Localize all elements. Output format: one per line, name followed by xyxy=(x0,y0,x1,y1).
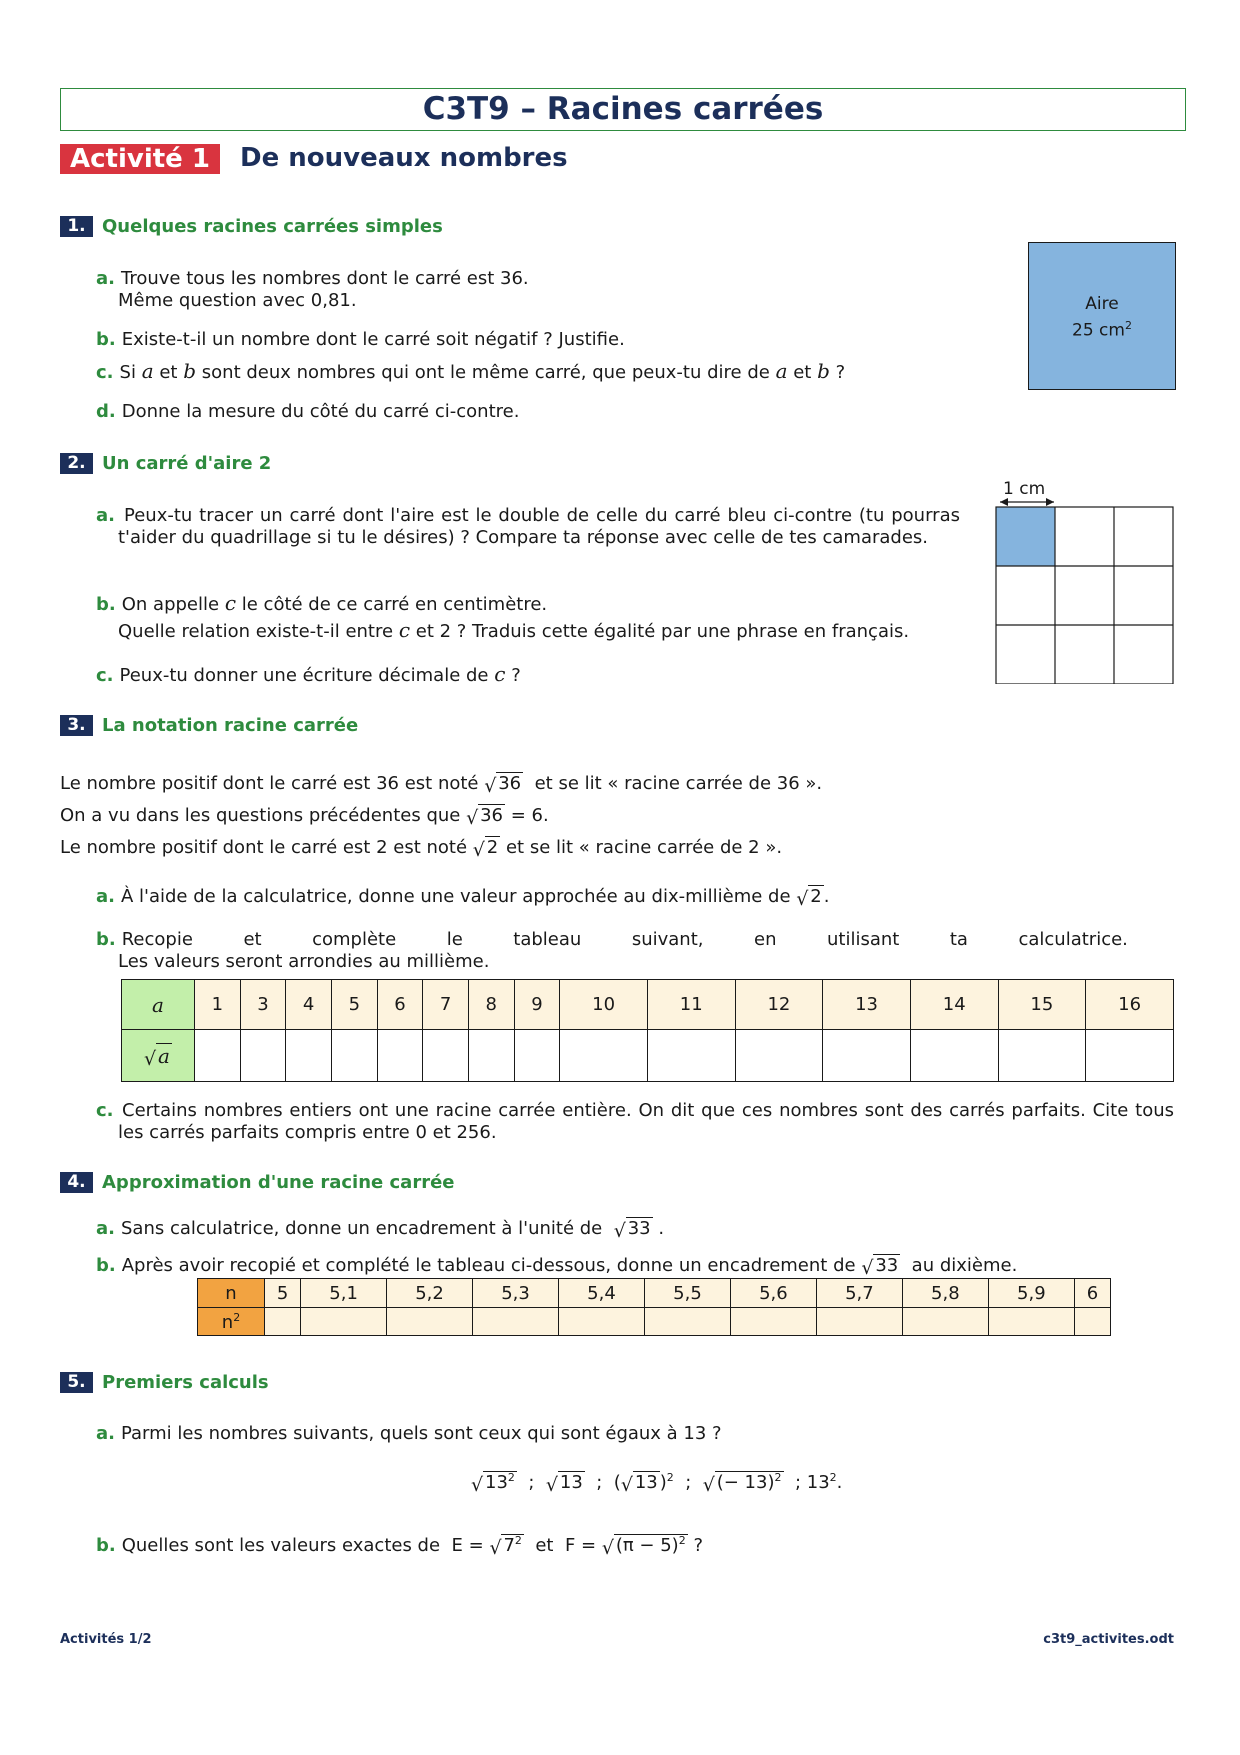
table-value-cell: 5,2 xyxy=(387,1279,473,1308)
question-4b: b. Après avoir recopié et complété le tableau ci-dessous, donne un encadrement de √ 33 au dixième. xyxy=(96,1255,1018,1279)
table-answer-cell[interactable] xyxy=(377,1030,423,1082)
section-3-title: La notation racine carrée xyxy=(102,715,359,736)
question-2b-line2: Quelle relation existe-t-il entre c et 2 ? Traduis cette égalité par une phrase en français. xyxy=(118,618,910,642)
table-value-cell: 5 xyxy=(265,1279,301,1308)
table-value-cell: 10 xyxy=(560,980,648,1030)
table-answer-cell[interactable] xyxy=(559,1308,645,1336)
notation-line-2: On a vu dans les questions précédentes que √ 36 = 6. xyxy=(60,805,549,829)
table-value-cell: 5,5 xyxy=(644,1279,730,1308)
question-3c: c. Certains nombres entiers ont une racine carrée entière. On dit que ces nombres sont des carrés parfaits. Cite tous les carrés parfaits compris entre 0 et 256. xyxy=(96,1100,1174,1143)
approx-table xyxy=(197,1278,1111,1336)
table-head-n: n xyxy=(198,1279,265,1308)
table-answer-cell[interactable] xyxy=(816,1308,902,1336)
notation-line-1: Le nombre positif dont le carré est 36 est noté √ 36 et se lit « racine carrée de 36 ». xyxy=(60,773,823,797)
question-label: a. xyxy=(96,268,115,289)
table-answer-cell[interactable] xyxy=(647,1030,735,1082)
table-value-cell: 16 xyxy=(1086,980,1174,1030)
table-value-cell: 5,3 xyxy=(473,1279,559,1308)
sqrt-36: √ 36 xyxy=(484,773,522,797)
blue-unit-square xyxy=(996,507,1055,566)
footer-filename: c3t9_activites.odt xyxy=(1043,1632,1174,1647)
table-answer-cell[interactable] xyxy=(910,1030,998,1082)
table-head-sqrt-a: √ a xyxy=(122,1030,195,1082)
question-3b-line1 xyxy=(122,929,1128,951)
table-answer-cell[interactable] xyxy=(473,1308,559,1336)
table-value-cell: 4 xyxy=(286,980,332,1030)
table-answer-cell[interactable] xyxy=(387,1308,473,1336)
table-answer-cell[interactable] xyxy=(998,1030,1086,1082)
question-2a-body: Peux-tu tracer un carré dont l'aire est le double de celle du carré bleu ci-contre (tu pourras t'aider du quadrillage si tu le désires) ? Compare ta réponse avec celle de tes camarades. xyxy=(118,505,960,548)
area-square-figure: Aire 25 $cm^2$ xyxy=(1028,242,1176,390)
question-5a: a. Parmi les nombres suivants, quels sont ceux qui sont égaux à 13 ? xyxy=(96,1423,722,1444)
table-value-cell: 14 xyxy=(910,980,998,1030)
arrow-head-right xyxy=(1046,498,1054,506)
sqrt-table xyxy=(121,979,1174,1082)
table-answer-cell[interactable] xyxy=(1086,1030,1174,1082)
question-2c: c. Peux-tu donner une écriture décimale de c ? xyxy=(96,662,521,686)
table-answer-cell[interactable] xyxy=(286,1030,332,1082)
question-1c: c. Si a et b sont deux nombres qui ont le même carré, que peux-tu dire de a et b ? xyxy=(96,359,846,383)
table-answer-cell[interactable] xyxy=(195,1030,241,1082)
table-value-cell: 5,8 xyxy=(902,1279,988,1308)
section-2-title: Un carré d'aire 2 xyxy=(102,453,272,474)
table-value-cell: 5,4 xyxy=(559,1279,645,1308)
question-4a: a. Sans calculatrice, donne un encadrement à l'unité de √ 33 . xyxy=(96,1218,665,1242)
word: et xyxy=(243,929,262,950)
table-answer-cell[interactable] xyxy=(902,1308,988,1336)
table-answer-cell[interactable] xyxy=(423,1030,469,1082)
word: en xyxy=(754,929,777,950)
activity-badge: Activité 1 xyxy=(60,144,220,174)
table-value-cell: 13 xyxy=(823,980,911,1030)
table-answer-cell[interactable] xyxy=(644,1308,730,1336)
question-3a: a. À l'aide de la calculatrice, donne une valeur approchée au dix-millième de √ 2 . xyxy=(96,886,830,910)
table-value-cell: 1 xyxy=(195,980,241,1030)
table-value-cell: 5,7 xyxy=(816,1279,902,1308)
table-value-cell: 8 xyxy=(468,980,514,1030)
table-answer-cell[interactable] xyxy=(735,1030,823,1082)
table-value-cell: 5,1 xyxy=(301,1279,387,1308)
section-4-number: 4. xyxy=(60,1172,93,1193)
table-head-a: a xyxy=(122,980,195,1030)
section-1-number: 1. xyxy=(60,216,93,237)
table-answer-cell[interactable] xyxy=(301,1308,387,1336)
table-value-cell: 11 xyxy=(647,980,735,1030)
table-value-cell: 5 xyxy=(331,980,377,1030)
section-4-title: Approximation d'une racine carrée xyxy=(102,1172,455,1193)
question-1b: b. Existe-t-il un nombre dont le carré soit négatif ? Justifie. xyxy=(96,329,625,350)
page-title: C3T9 – Racines carrées xyxy=(60,88,1186,131)
grid-figure xyxy=(995,494,1177,684)
word: complète xyxy=(312,929,397,950)
table-answer-cell[interactable] xyxy=(240,1030,286,1082)
table-answer-cell[interactable] xyxy=(331,1030,377,1082)
footer-page-label: Activités 1/2 xyxy=(60,1632,152,1647)
activity-title: De nouveaux nombres xyxy=(240,143,568,173)
word: utilisant xyxy=(827,929,900,950)
table-head-n2: $n^2$ xyxy=(198,1308,265,1336)
word: ta xyxy=(949,929,968,950)
table-value-cell: 5,6 xyxy=(730,1279,816,1308)
notation-line-3: Le nombre positif dont le carré est 2 est noté √ 2 et se lit « racine carrée de 2 ». xyxy=(60,837,783,861)
table-value-cell: 6 xyxy=(377,980,423,1030)
arrow-head-left xyxy=(1000,498,1008,506)
word: Recopie xyxy=(121,929,193,950)
question-5b: b. Quelles sont les valeurs exactes de E = √ $7^2$ et F = √ $(\pi - 5)^2$ ? xyxy=(96,1534,703,1559)
question-2a-text: a. xyxy=(96,505,115,526)
section-5-number: 5. xyxy=(60,1372,93,1393)
table-answer-cell[interactable] xyxy=(560,1030,648,1082)
table-value-cell: 15 xyxy=(998,980,1086,1030)
word: le xyxy=(446,929,463,950)
table-answer-cell[interactable] xyxy=(988,1308,1074,1336)
section-3-number: 3. xyxy=(60,715,93,736)
table-answer-cell[interactable] xyxy=(265,1308,301,1336)
table-value-cell: 12 xyxy=(735,980,823,1030)
table-answer-cell[interactable] xyxy=(1074,1308,1110,1336)
table-answer-cell[interactable] xyxy=(823,1030,911,1082)
question-3b: b. Recopie et complète le tableau suivant, en utilisant ta calculatrice. Les valeurs seront arrondies au millième. xyxy=(96,929,1128,972)
table-value-cell: 3 xyxy=(240,980,286,1030)
section-2-number: 2. xyxy=(60,453,93,474)
table-value-cell: 6 xyxy=(1074,1279,1110,1308)
table-answer-cell[interactable] xyxy=(730,1308,816,1336)
table-value-cell: 7 xyxy=(423,980,469,1030)
section-5-title: Premiers calculs xyxy=(102,1372,269,1393)
question-1d: d. Donne la mesure du côté du carré ci-contre. xyxy=(96,401,520,422)
table-value-cell: 5,9 xyxy=(988,1279,1074,1308)
grid-unit-label: 1 cm xyxy=(1003,479,1046,499)
table-answer-cell[interactable] xyxy=(514,1030,560,1082)
expression-list: √ $13^2$ ; √ 13 ; ( √ 13 )$^2$ ; √ (− 13)$^2$ ; $13^2$. xyxy=(471,1471,843,1496)
section-1-title: Quelques racines carrées simples xyxy=(102,216,443,237)
table-answer-cell[interactable] xyxy=(468,1030,514,1082)
word: calculatrice. xyxy=(1018,929,1128,950)
question-1a: a. Trouve tous les nombres dont le carré est 36. Même question avec 0,81. xyxy=(96,268,529,311)
word: suivant, xyxy=(631,929,704,950)
word: tableau xyxy=(513,929,582,950)
question-2b: b. On appelle c le côté de ce carré en centimètre. xyxy=(96,591,548,615)
table-value-cell: 9 xyxy=(514,980,560,1030)
